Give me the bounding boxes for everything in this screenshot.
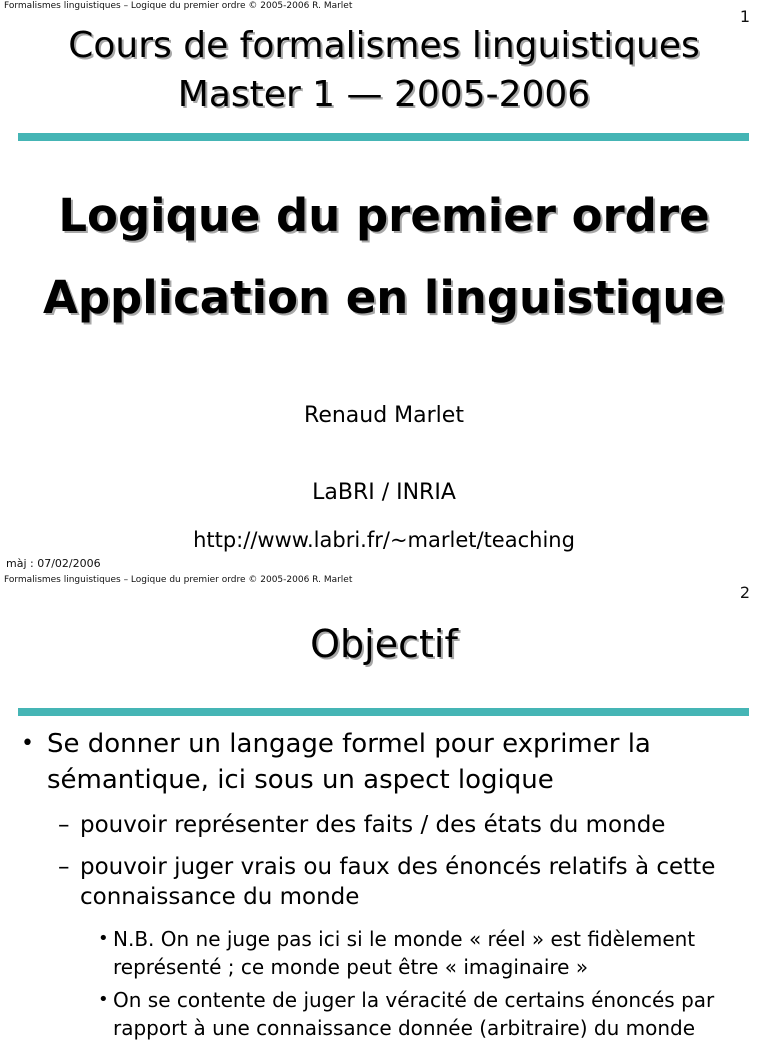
author-name: Renaud Marlet: [304, 403, 464, 428]
update-date: màj : 07/02/2006: [6, 557, 101, 570]
nested-bullet-item: [98, 925, 696, 981]
nested-bullet-text-line: On se contente de juger la véracité de certains énoncés par: [113, 988, 715, 1012]
course-title-line-2: Master 1 — 2005-2006: [177, 74, 591, 115]
course-title-line-1: Cours de formalismes linguistiques: [68, 25, 700, 66]
nested-bullet-item: [98, 986, 715, 1042]
bullet-marker: •: [21, 731, 34, 756]
lecture-title-line-2: Application en linguistique: [43, 271, 725, 324]
slide-title: Objectif: [310, 622, 458, 666]
bullet-marker: •: [98, 989, 109, 1010]
course-url: http://www.labri.fr/~marlet/teaching: [193, 528, 575, 552]
slide-header: Formalismes linguistiques – Logique du premier ordre © 2005-2006 R. Marlet: [4, 575, 353, 585]
bullet-text-line: Se donner un langage formel pour exprimer la: [47, 729, 651, 759]
dash-marker: –: [58, 854, 70, 880]
nested-bullet-text-line: rapport à une connaissance donnée (arbitraire) du monde: [113, 1016, 696, 1040]
page-number: 2: [739, 583, 750, 602]
bullet-item: [21, 726, 651, 798]
nested-bullet-text-line: N.B. On ne juge pas ici si le monde « réel » est fidèlement: [113, 927, 696, 951]
nested-bullet-text-line: représenté ; ce monde peut être « imaginaire »: [113, 955, 589, 979]
page-number: 1: [739, 7, 750, 26]
slide-header: Formalismes linguistiques – Logique du premier ordre © 2005-2006 R. Marlet: [4, 1, 353, 11]
sub-bullet-item: [58, 810, 666, 840]
sub-bullet-text-line: connaissance du monde: [80, 884, 360, 910]
sub-bullet-item: [58, 852, 716, 912]
dash-marker: –: [58, 812, 70, 838]
affiliation: LaBRI / INRIA: [312, 480, 456, 505]
bullet-marker: •: [98, 928, 109, 949]
slide-2: [0, 574, 768, 1040]
lecture-title-line-1: Logique du premier ordre: [58, 189, 710, 242]
bullet-text-line: sémantique, ici sous un aspect logique: [47, 765, 554, 795]
sub-bullet-text-line: pouvoir juger vrais ou faux des énoncés relatifs à cette: [80, 854, 716, 880]
sub-bullet-text: pouvoir représenter des faits / des états du monde: [80, 812, 666, 838]
divider-rule: [18, 133, 749, 141]
divider-rule: [18, 708, 749, 716]
